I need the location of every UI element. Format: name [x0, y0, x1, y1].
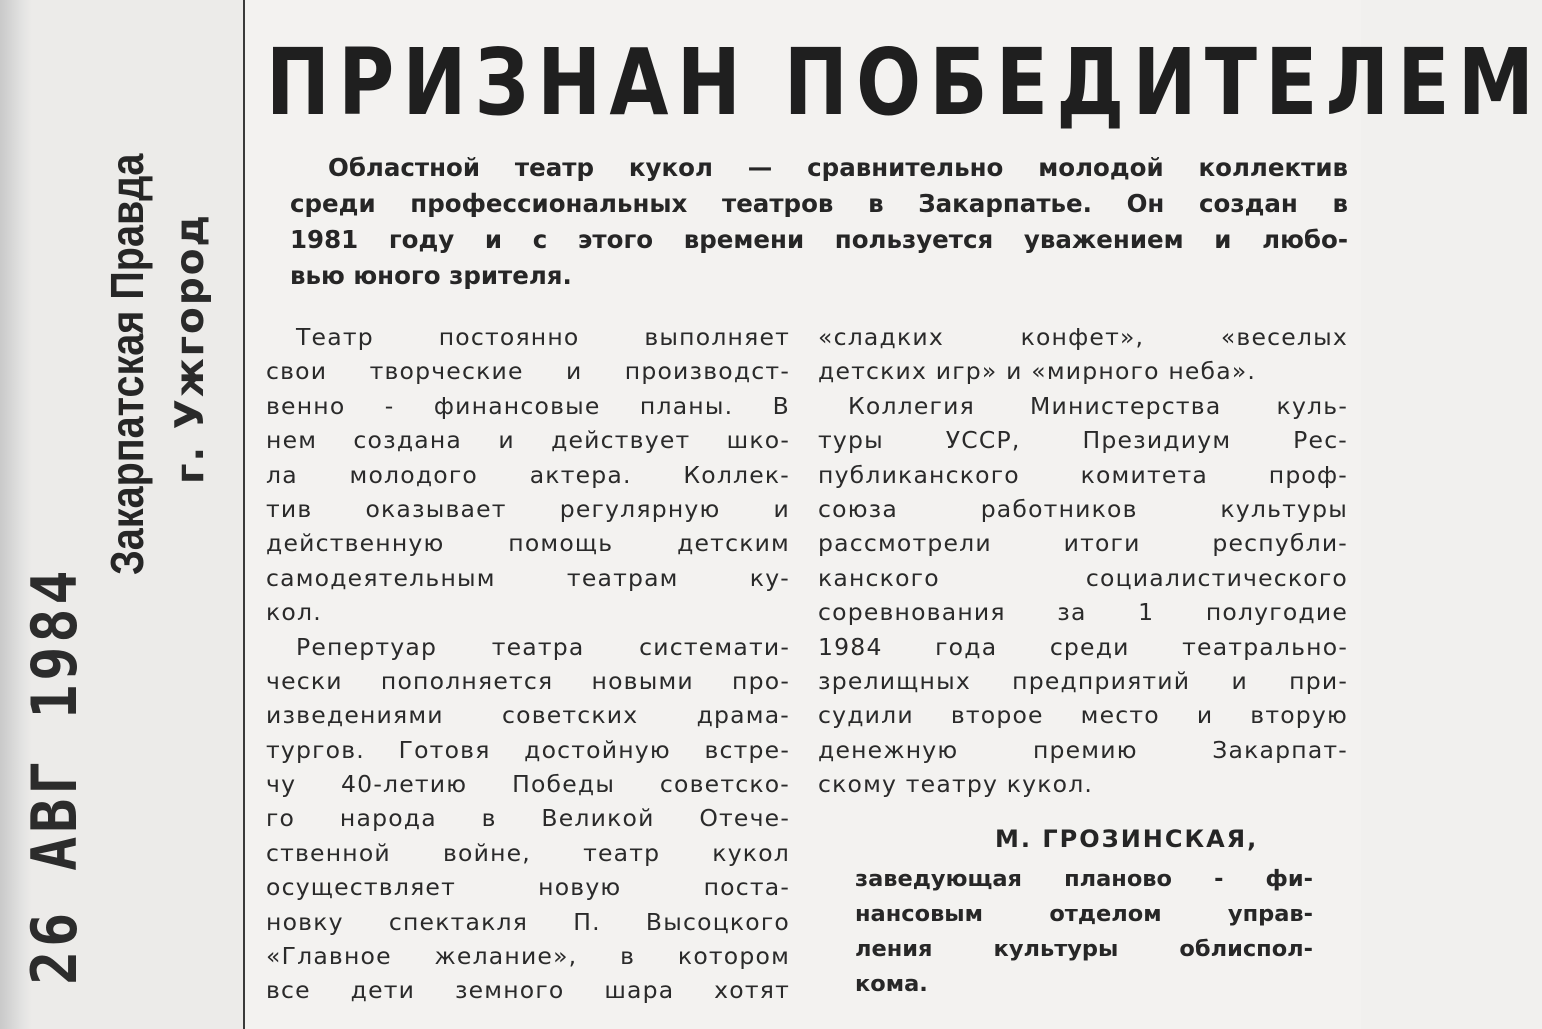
position-line: нансовым отделом управ- [855, 901, 1313, 927]
body-line: ла молодого актера. Коллек- [266, 460, 790, 489]
stamp-strip [0, 0, 243, 1029]
body-line: нем создана и действует шко- [266, 426, 790, 455]
article-lead [290, 150, 1348, 294]
body-line: Коллегия Министерства куль- [848, 391, 1348, 420]
lead-line: вью юного зрителя. [290, 261, 572, 290]
city-stamp: г. Ужгород [168, 212, 213, 484]
body-line: Театр постоянно выполняет [296, 323, 790, 351]
column-divider [243, 0, 245, 1029]
body-line: рассмотрели итоги республи- [818, 529, 1348, 558]
body-line: новку спектакля П. Высоцкого [266, 907, 790, 936]
position-line: ления культуры облиспол- [855, 936, 1313, 962]
lead-line: среди профессиональных театров в Закарпатье. Он создан в [290, 189, 1348, 218]
body-line: детских игр» и «мирного неба». [818, 357, 1257, 386]
body-line: скому театру кукол. [818, 770, 1094, 799]
body-line: соревнования за 1 полугодие [818, 598, 1348, 627]
body-line: действенную помощь детским [266, 529, 790, 558]
body-line: чески пополняется новыми про- [266, 666, 790, 695]
newspaper-name-stamp: Закарпатская Правда [101, 153, 153, 576]
body-line: туры УССР, Президиум Рес- [818, 426, 1348, 455]
body-line: свои творческие и производст- [266, 357, 790, 386]
position-line: заведующая планово - фи- [855, 866, 1313, 892]
body-line: публиканского комитета проф- [818, 460, 1348, 489]
position-line: кома. [855, 971, 928, 997]
body-line: «сладких конфет», «веселых [818, 323, 1348, 351]
body-line: изведениями советских драма- [266, 701, 790, 730]
body-line: чу 40-летию Победы советско- [266, 770, 790, 799]
body-line: тургов. Готовя достойную встре- [266, 735, 790, 764]
article-column-2 [818, 320, 1348, 801]
body-line: осуществляет новую поста- [266, 873, 790, 902]
body-line: канского социалистического [818, 563, 1348, 592]
body-line: все дети земного шара хотят [266, 976, 790, 1005]
body-line: венно - финансовые планы. В [266, 391, 790, 420]
body-line: самодеятельным театрам ку- [266, 563, 790, 592]
body-line: ственной войне, театр кукол [266, 838, 790, 867]
body-line: зрелищных предприятий и при- [818, 666, 1348, 695]
body-line: тив оказывает регулярную и [266, 494, 790, 523]
lead-line: Областной театр кукол — сравнительно молодой коллектив [328, 153, 1348, 182]
body-line: кол. [266, 598, 322, 627]
body-line: союза работников культуры [818, 494, 1348, 523]
body-line: го народа в Великой Отече- [266, 804, 790, 833]
lead-line: 1981 году и с этого времени пользуется уважением и любо- [290, 225, 1348, 254]
body-line: денежную премию Закарпат- [818, 735, 1348, 764]
article-column-1 [266, 320, 790, 1008]
body-line: «Главное желание», в котором [266, 942, 790, 971]
body-line: судили второе место и вторую [818, 701, 1348, 730]
author-position [855, 862, 1313, 1002]
body-line: 1984 года среди театрально- [818, 632, 1348, 661]
author-name: М. ГРОЗИНСКАЯ, [995, 825, 1259, 853]
body-line: Репертуар театра системати- [296, 632, 790, 661]
article-headline: ПРИЗНАН ПОБЕДИТЕЛЕМ [266, 29, 1542, 136]
date-stamp: 26 АВГ 1984 [18, 566, 91, 985]
